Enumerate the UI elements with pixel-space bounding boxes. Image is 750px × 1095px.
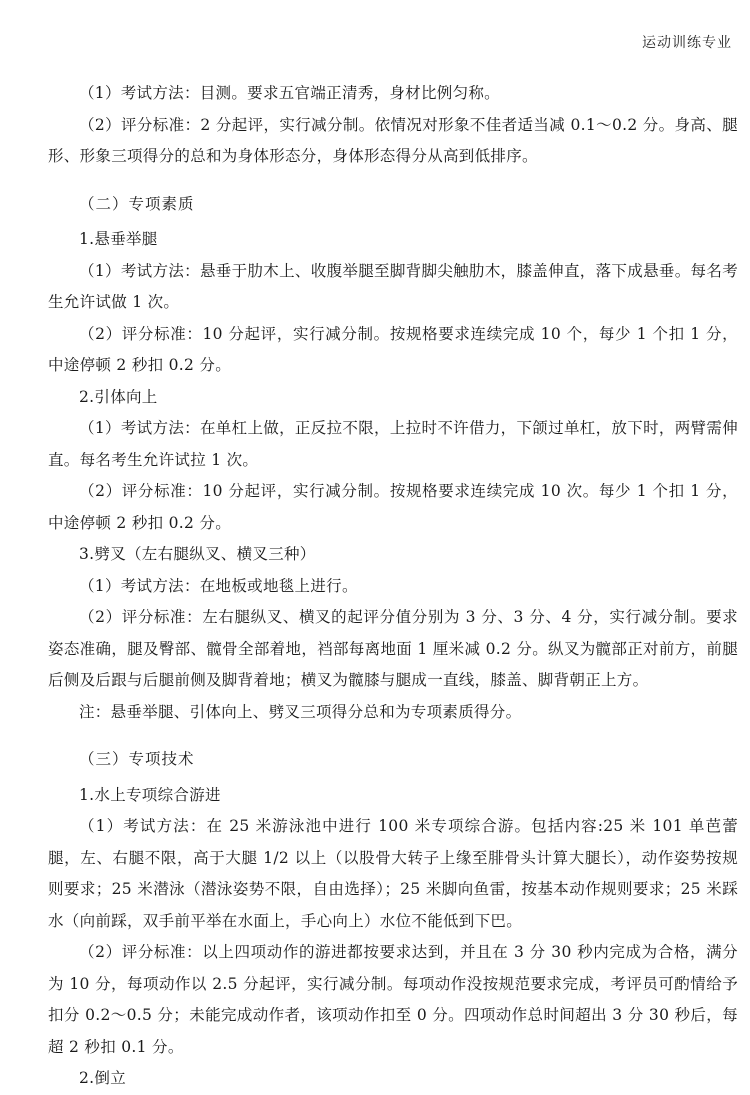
paragraph-leg-raise-method: （1）考试方法：悬垂于肋木上、收腹举腿至脚背脚尖触肋木，膝盖伸直，落下成悬垂。每名考生允许试做 1 次。 [48, 261, 738, 311]
paragraph-note: 注：悬垂举腿、引体向上、劈叉三项得分总和为专项素质得分。 [79, 702, 522, 721]
paragraph-pull-up-method: （1）考试方法：在单杠上做，正反拉不限，上拉时不许借力，下颌过单杠，放下时，两臂需伸直。每名考生允许试拉 1 次。 [48, 419, 738, 469]
item-heading-handstand: 2.倒立 [79, 1069, 126, 1087]
item-heading-water-swim: 1.水上专项综合游进 [79, 785, 221, 804]
item-heading-splits: 3.劈叉（左右腿纵叉、横叉三种） [79, 545, 316, 563]
paragraph-swim-scoring: （2）评分标准：以上四项动作的游进都按要求达到，并且在 3 分 30 秒内完成为合格，满分为 10 分，每项动作以 2.5 分起评，实行减分制。每项动作没按规范要求完成，考评员可酌情给予扣分 0.2～0.5 分；未能完成动作者，该项动作扣至 0 分。四项动作总时间超出 3 分 30 秒后，每超 2 秒扣 0.1 分。 [48, 943, 738, 1056]
paragraph-pull-up-scoring: （2）评分标准：10 分起评，实行减分制。按规格要求连续完成 10 次。每少 1 个扣 1 分，中途停顿 2 秒扣 0.2 分。 [48, 482, 738, 532]
section-heading-special-qualities: （二）专项素质 [79, 194, 195, 213]
section-heading-special-skills: （三）专项技术 [79, 750, 195, 768]
running-header: 运动训练专业 [642, 35, 732, 51]
paragraph-splits-method: （1）考试方法：在地板或地毯上进行。 [79, 576, 358, 595]
document-body [48, 78, 738, 1095]
paragraph-swim-method: （1）考试方法：在 25 米游泳池中进行 100 米专项综合游。包括内容:25 米 101 单芭蕾腿，左、右腿不限，高于大腿 1/2 以上（以股骨大转子上缘至腓骨头计算大腿长），动作姿势按规则要求；25 米潜泳（潜泳姿势不限，自由选择）；25 米脚向鱼雷，按基本动作规则要求；25 米踩水（向前踩，双手前平举在水面上，手心向上）水位不能低到下巴。 [48, 817, 738, 930]
paragraph-leg-raise-scoring: （2）评分标准：10 分起评，实行减分制。按规格要求连续完成 10 个，每少 1 个扣 1 分，中途停顿 2 秒扣 0.2 分。 [48, 324, 738, 374]
paragraph-scoring: （2）评分标准：2 分起评，实行减分制。依情况对形象不佳者适当减 0.1～0.2 分。身高、腿形、形象三项得分的总和为身体形态分，身体形态得分从高到低排序。 [48, 115, 738, 165]
paragraph-splits-scoring: （2）评分标准：左右腿纵叉、横叉的起评分值分别为 3 分、3 分、4 分，实行减分制。要求姿态准确，腿及臀部、髋骨全部着地，裆部每离地面 1 厘米减 0.2 分。纵叉为髋部正对前方，前腿后侧及后跟与后腿前侧及脚背着地；横叉为髋膝与腿成一直线，膝盖、脚背朝正上方。 [48, 608, 738, 689]
item-heading-hanging-leg-raise: 1.悬垂举腿 [79, 230, 158, 248]
item-heading-pull-up: 2.引体向上 [79, 387, 158, 406]
paragraph-exam-method: （1）考试方法：目测。要求五官端正清秀，身材比例匀称。 [79, 84, 500, 102]
